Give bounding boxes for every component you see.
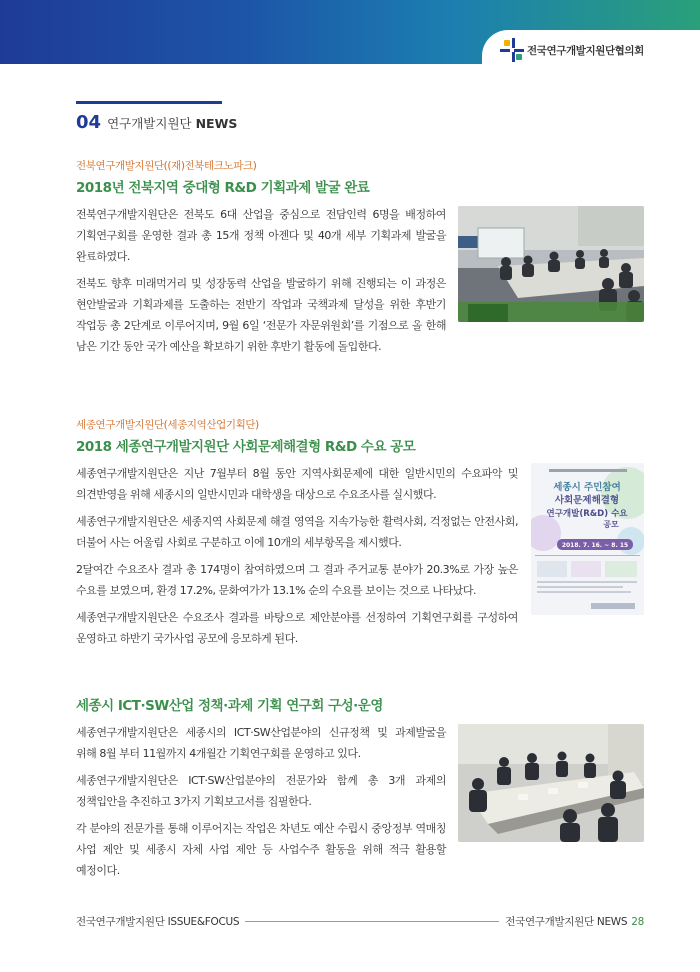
paragraph: 2달여간 수요조사 결과 총 174명이 참여하였으며 그 결과 주거교통 분야가 20.3%로 가장 높은 수요를 보였으며, 환경 17.2%, 문화여가가 13.1% 순의 수요를 보이는 것으로 나타났다. — [76, 563, 518, 597]
article-title: 2018년 전북지역 중대형 R&D 기획과제 발굴 완료 — [76, 180, 370, 196]
article-jeonbuk — [76, 158, 644, 363]
meeting-room-photo — [458, 206, 644, 322]
paragraph: 세종연구개발지원단은 ICT·SW산업분야의 전문가와 함께 총 3개 과제의 정책입안을 추진하고 3가지 기획보고서를 집필한다. — [76, 774, 446, 808]
section-number: 04 — [76, 112, 102, 133]
article-body — [76, 722, 446, 887]
article-org: 세종연구개발지원단(세종지역산업기획단) — [76, 419, 259, 431]
poster-line-2: 사회문제해결형 — [554, 495, 620, 506]
paragraph: 세종연구개발지원단은 지난 7월부터 8월 동안 지역사회문제에 대한 일반시민의 수요파악 및 의견반영을 위해 세종시의 일반시민과 대학생을 대상으로 수요조사를 실시했다. — [76, 467, 518, 501]
article-sejong-ict — [76, 694, 644, 887]
poster-line-4: 공모 — [603, 520, 619, 529]
paragraph: 세종연구개발지원단은 세종지역 사회문제 해결 영역을 지속가능한 활력사회, 걱정없는 안전사회, 더불어 사는 어울림 사회로 구분하고 이에 10개의 세부항목을 제시했다. — [76, 515, 518, 549]
page-number: 28 — [631, 915, 644, 928]
article-body — [76, 204, 446, 363]
footer-left-title: 전국연구개발지원단 ISSUE&FOCUS — [76, 916, 240, 928]
footer-divider — [245, 921, 499, 922]
footer-right-title: 전국연구개발지원단 NEWS — [505, 916, 628, 928]
article-org: 전북연구개발지원단((재)전북테크노파크) — [76, 160, 257, 172]
article-title: 세종시 ICT·SW산업 정책·과제 기획 연구회 구성·운영 — [76, 698, 383, 714]
paragraph: 각 분야의 전문가를 통해 이루어지는 작업은 차년도 예산 수립시 중앙정부 역매칭 사업 제안 및 세종시 자체 사업 제안 등 사업수주 활동을 위해 적극 활용할 예정이다. — [76, 822, 446, 877]
article-sejong-survey — [76, 417, 644, 655]
poster-line-3: 연구개발(R&D) 수요 — [546, 509, 628, 519]
org-logo-icon — [500, 38, 524, 62]
poster-line-1: 세종시 주민참여 — [553, 482, 621, 493]
article-title: 2018 세종연구개발지원단 사회문제해결형 R&D 수요 공모 — [76, 439, 416, 455]
conference-table-photo — [458, 724, 644, 842]
paragraph: 전북연구개발지원단은 전북도 6대 산업을 중심으로 전담인력 6명을 배정하여 기획연구회를 운영한 결과 총 15개 정책 아젠다 및 40개 세부 기획과제 발굴을 완료하였다. — [76, 208, 446, 263]
poster-dates: 2018. 7. 16. ~ 8. 15 — [561, 542, 629, 549]
article-body — [76, 463, 518, 655]
meeting-photo-icon — [458, 206, 644, 322]
paragraph: 세종연구개발지원단은 세종시의 ICT·SW산업분야의 신규정책 및 과제발굴을 위해 8월 부터 11월까지 4개월간 기획연구회를 운영하고 있다. — [76, 726, 446, 760]
paragraph: 전북도 향후 미래먹거리 및 성장동력 산업을 발굴하기 위해 진행되는 이 과정은 현안발굴과 기획과제를 도출하는 전반기 작업과 국책과제 달성을 위한 후반기 작업등 총 2단계로 이루어지며, 9월 6일 ‘전문가 자문위원회’를 기점으로 올 한해 남은 기간 동안 국가 예산을 확보하기 위한 후반기 활동에 돌입한다. — [76, 277, 446, 353]
conference-photo-icon — [458, 724, 644, 842]
header-logo — [482, 30, 700, 70]
org-name: 전국연구개발지원단협의회 — [527, 44, 644, 57]
paragraph: 세종연구개발지원단은 수요조사 결과를 바탕으로 제안분야를 선정하여 기획연구회를 구성하여 운영하고 하반기 국가사업 공모에 응모하게 된다. — [76, 611, 518, 645]
survey-poster — [531, 463, 644, 615]
poster-image-icon — [531, 463, 644, 615]
section-title: 연구개발지원단 NEWS — [107, 116, 238, 131]
page-footer — [76, 914, 644, 929]
section-heading — [76, 101, 238, 133]
